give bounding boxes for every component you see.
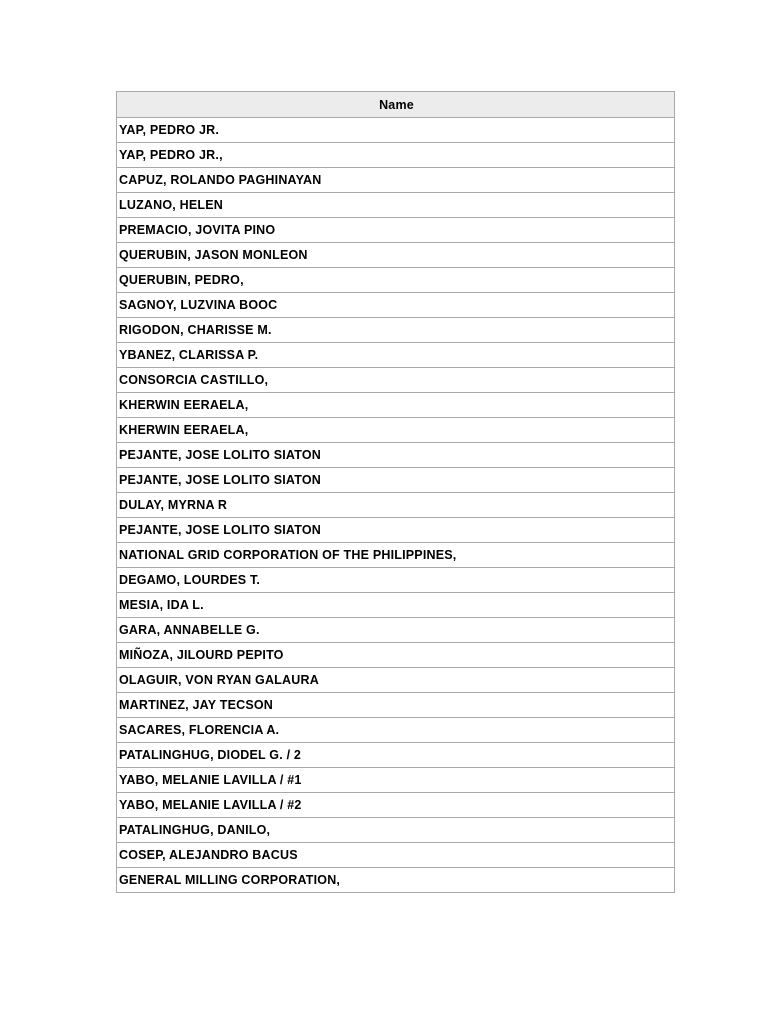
table-row	[117, 743, 675, 768]
name-cell: MARTINEZ, JAY TECSON	[117, 693, 675, 718]
name-cell: RIGODON, CHARISSE M.	[117, 318, 675, 343]
table-row	[117, 593, 675, 618]
table-row	[117, 618, 675, 643]
table-row	[117, 118, 675, 143]
table-row	[117, 218, 675, 243]
name-cell: COSEP, ALEJANDRO BACUS	[117, 843, 675, 868]
name-cell: YAP, PEDRO JR.	[117, 118, 675, 143]
table-row	[117, 268, 675, 293]
table-row	[117, 568, 675, 593]
table-row	[117, 143, 675, 168]
name-cell: YABO, MELANIE LAVILLA / #2	[117, 793, 675, 818]
name-cell: QUERUBIN, PEDRO,	[117, 268, 675, 293]
table-row	[117, 643, 675, 668]
name-cell: PREMACIO, JOVITA PINO	[117, 218, 675, 243]
name-cell: KHERWIN EERAELA,	[117, 418, 675, 443]
table-row	[117, 768, 675, 793]
table-row	[117, 718, 675, 743]
name-cell: OLAGUIR, VON RYAN GALAURA	[117, 668, 675, 693]
name-cell: PEJANTE, JOSE LOLITO SIATON	[117, 443, 675, 468]
header-row	[117, 92, 675, 118]
name-cell: YBANEZ, CLARISSA P.	[117, 343, 675, 368]
table-row	[117, 343, 675, 368]
name-cell: GARA, ANNABELLE G.	[117, 618, 675, 643]
table-row	[117, 868, 675, 893]
table-row	[117, 368, 675, 393]
table-row	[117, 293, 675, 318]
name-cell: GENERAL MILLING CORPORATION,	[117, 868, 675, 893]
name-cell: DULAY, MYRNA R	[117, 493, 675, 518]
table-row	[117, 668, 675, 693]
name-cell: YAP, PEDRO JR.,	[117, 143, 675, 168]
name-cell: SAGNOY, LUZVINA BOOC	[117, 293, 675, 318]
name-cell: CAPUZ, ROLANDO PAGHINAYAN	[117, 168, 675, 193]
table-row	[117, 393, 675, 418]
name-cell: QUERUBIN, JASON MONLEON	[117, 243, 675, 268]
table-body	[117, 118, 675, 893]
name-cell: PEJANTE, JOSE LOLITO SIATON	[117, 518, 675, 543]
name-cell: PATALINGHUG, DANILO,	[117, 818, 675, 843]
table-row	[117, 443, 675, 468]
table-row	[117, 468, 675, 493]
table-row	[117, 418, 675, 443]
name-cell: KHERWIN EERAELA,	[117, 393, 675, 418]
name-cell: NATIONAL GRID CORPORATION OF THE PHILIPPINES,	[117, 543, 675, 568]
name-cell: PEJANTE, JOSE LOLITO SIATON	[117, 468, 675, 493]
name-cell: MESIA, IDA L.	[117, 593, 675, 618]
name-table-container	[116, 91, 675, 893]
table-row	[117, 243, 675, 268]
name-cell: PATALINGHUG, DIODEL G. / 2	[117, 743, 675, 768]
table-header	[117, 92, 675, 118]
table-row	[117, 793, 675, 818]
name-cell: LUZANO, HELEN	[117, 193, 675, 218]
name-cell: SACARES, FLORENCIA A.	[117, 718, 675, 743]
table-row	[117, 693, 675, 718]
table-row	[117, 193, 675, 218]
name-cell: CONSORCIA CASTILLO,	[117, 368, 675, 393]
table-row	[117, 543, 675, 568]
name-cell: DEGAMO, LOURDES T.	[117, 568, 675, 593]
table-row	[117, 843, 675, 868]
table-row	[117, 493, 675, 518]
name-cell: YABO, MELANIE LAVILLA / #1	[117, 768, 675, 793]
column-header-name: Name	[117, 92, 675, 118]
table-row	[117, 818, 675, 843]
name-table	[116, 91, 675, 893]
table-row	[117, 518, 675, 543]
table-row	[117, 168, 675, 193]
name-cell: MIÑOZA, JILOURD PEPITO	[117, 643, 675, 668]
table-row	[117, 318, 675, 343]
